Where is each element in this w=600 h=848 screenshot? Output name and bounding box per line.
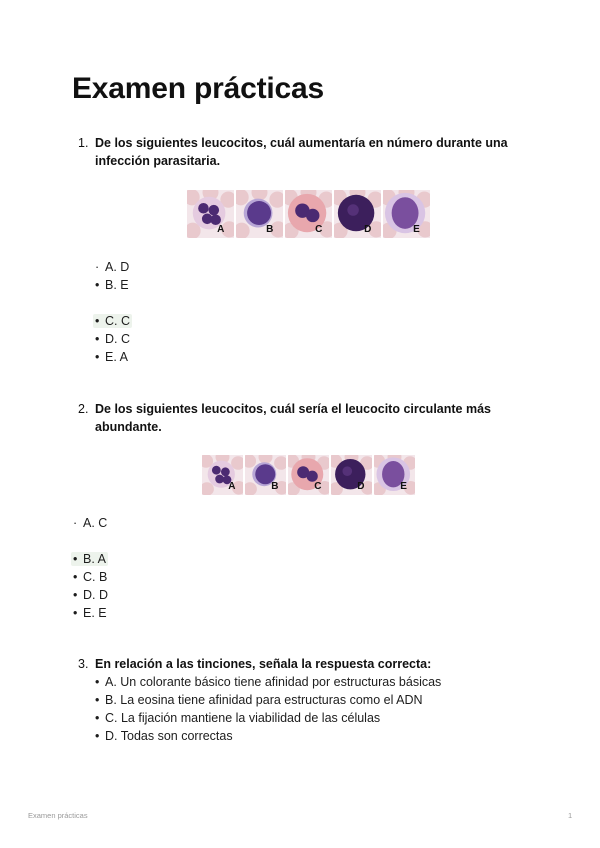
option-3b[interactable] bbox=[95, 691, 423, 709]
leukocyte-image-strip-1 bbox=[187, 190, 432, 238]
option-label: E. E bbox=[83, 606, 107, 620]
question-number: 2. bbox=[78, 402, 89, 416]
bullet: • bbox=[95, 693, 100, 707]
option-2c[interactable] bbox=[73, 568, 107, 586]
leukocyte-graphic bbox=[331, 455, 372, 495]
question-text: En relación a las tinciones, señala la respuesta correcta: bbox=[95, 657, 432, 671]
question-2 bbox=[78, 400, 518, 436]
option-label: D. C bbox=[105, 332, 130, 346]
option-3d[interactable] bbox=[95, 727, 233, 745]
option-1a[interactable] bbox=[95, 258, 129, 276]
image-label-c: C bbox=[315, 224, 323, 235]
bullet: • bbox=[95, 729, 100, 743]
leukocyte-lymphocyte-image bbox=[236, 190, 283, 238]
leukocyte-graphic bbox=[202, 455, 243, 495]
image-label-d: D bbox=[364, 224, 372, 235]
leukocyte-graphic bbox=[383, 190, 430, 238]
option-1e[interactable] bbox=[95, 348, 128, 366]
option-label: B. La eosina tiene afinidad para estructuras como el ADN bbox=[105, 693, 423, 707]
image-label-a: A bbox=[217, 224, 225, 235]
question-text: De los siguientes leucocitos, cuál aumentaría en número durante una infección parasitaria. bbox=[95, 136, 508, 168]
question-text: De los siguientes leucocitos, cuál sería el leucocito circulante más abundante. bbox=[95, 402, 491, 434]
option-label: D. Todas son correctas bbox=[105, 729, 233, 743]
bullet: • bbox=[95, 332, 100, 346]
image-label-e: E bbox=[400, 481, 407, 492]
image-label-b: B bbox=[271, 481, 279, 492]
option-label: C. La fijación mantiene la viabilidad de las células bbox=[105, 711, 381, 725]
bullet: • bbox=[73, 570, 78, 584]
bullet: · bbox=[73, 516, 78, 530]
answer-highlight bbox=[71, 552, 108, 566]
bullet: • bbox=[95, 675, 100, 689]
bullet: • bbox=[73, 606, 78, 620]
image-label-a: A bbox=[228, 481, 236, 492]
image-label-c: C bbox=[314, 481, 322, 492]
image-label-e: E bbox=[413, 224, 420, 235]
option-label: D. D bbox=[83, 588, 108, 602]
leukocyte-neutrophil-image bbox=[202, 455, 243, 495]
option-3c[interactable] bbox=[95, 709, 380, 727]
question-1 bbox=[78, 134, 518, 170]
leukocyte-graphic bbox=[236, 190, 283, 238]
bullet: • bbox=[95, 350, 100, 364]
leukocyte-graphic bbox=[187, 190, 234, 238]
leukocyte-graphic bbox=[374, 455, 415, 495]
leukocyte-eosinophil-image bbox=[285, 190, 332, 238]
option-1c[interactable] bbox=[95, 312, 132, 330]
bullet: • bbox=[95, 314, 100, 328]
option-label: A. D bbox=[105, 260, 130, 274]
option-label: C. C bbox=[105, 314, 130, 328]
leukocyte-graphic bbox=[245, 455, 286, 495]
leukocyte-eosinophil-image bbox=[288, 455, 329, 495]
answer-highlight bbox=[93, 314, 132, 328]
option-label: B. E bbox=[105, 278, 129, 292]
leukocyte-graphic bbox=[288, 455, 329, 495]
page-title: Examen prácticas bbox=[72, 72, 324, 105]
bullet: • bbox=[95, 711, 100, 725]
option-label: A. C bbox=[83, 516, 108, 530]
leukocyte-graphic bbox=[285, 190, 332, 238]
option-1b[interactable] bbox=[95, 276, 129, 294]
leukocyte-graphic bbox=[334, 190, 381, 238]
footer-title: Examen prácticas bbox=[28, 811, 88, 820]
leukocyte-basophil-image bbox=[331, 455, 372, 495]
leukocyte-basophil-image bbox=[334, 190, 381, 238]
leukocyte-neutrophil-image bbox=[187, 190, 234, 238]
option-label: E. A bbox=[105, 350, 128, 364]
bullet: • bbox=[73, 552, 78, 566]
question-number: 3. bbox=[78, 657, 89, 671]
bullet: • bbox=[95, 278, 100, 292]
option-2d[interactable] bbox=[73, 586, 108, 604]
footer-page-number: 1 bbox=[568, 811, 573, 820]
leukocyte-lymphocyte-image bbox=[245, 455, 286, 495]
option-2b[interactable] bbox=[73, 550, 108, 568]
option-label: A. Un colorante básico tiene afinidad por estructuras básicas bbox=[105, 675, 442, 689]
image-label-d: D bbox=[357, 481, 365, 492]
option-label: B. A bbox=[83, 552, 106, 566]
leukocyte-monocyte-image bbox=[383, 190, 430, 238]
image-label-b: B bbox=[266, 224, 274, 235]
bullet: • bbox=[73, 588, 78, 602]
option-label: C. B bbox=[83, 570, 108, 584]
option-2a[interactable] bbox=[73, 514, 107, 532]
bullet: · bbox=[95, 260, 100, 274]
option-1d[interactable] bbox=[95, 330, 130, 348]
option-3a[interactable] bbox=[95, 673, 441, 691]
question-number: 1. bbox=[78, 136, 89, 150]
option-2e[interactable] bbox=[73, 604, 107, 622]
leukocyte-monocyte-image bbox=[374, 455, 415, 495]
leukocyte-image-strip-2 bbox=[202, 455, 417, 495]
question-3 bbox=[78, 655, 518, 673]
